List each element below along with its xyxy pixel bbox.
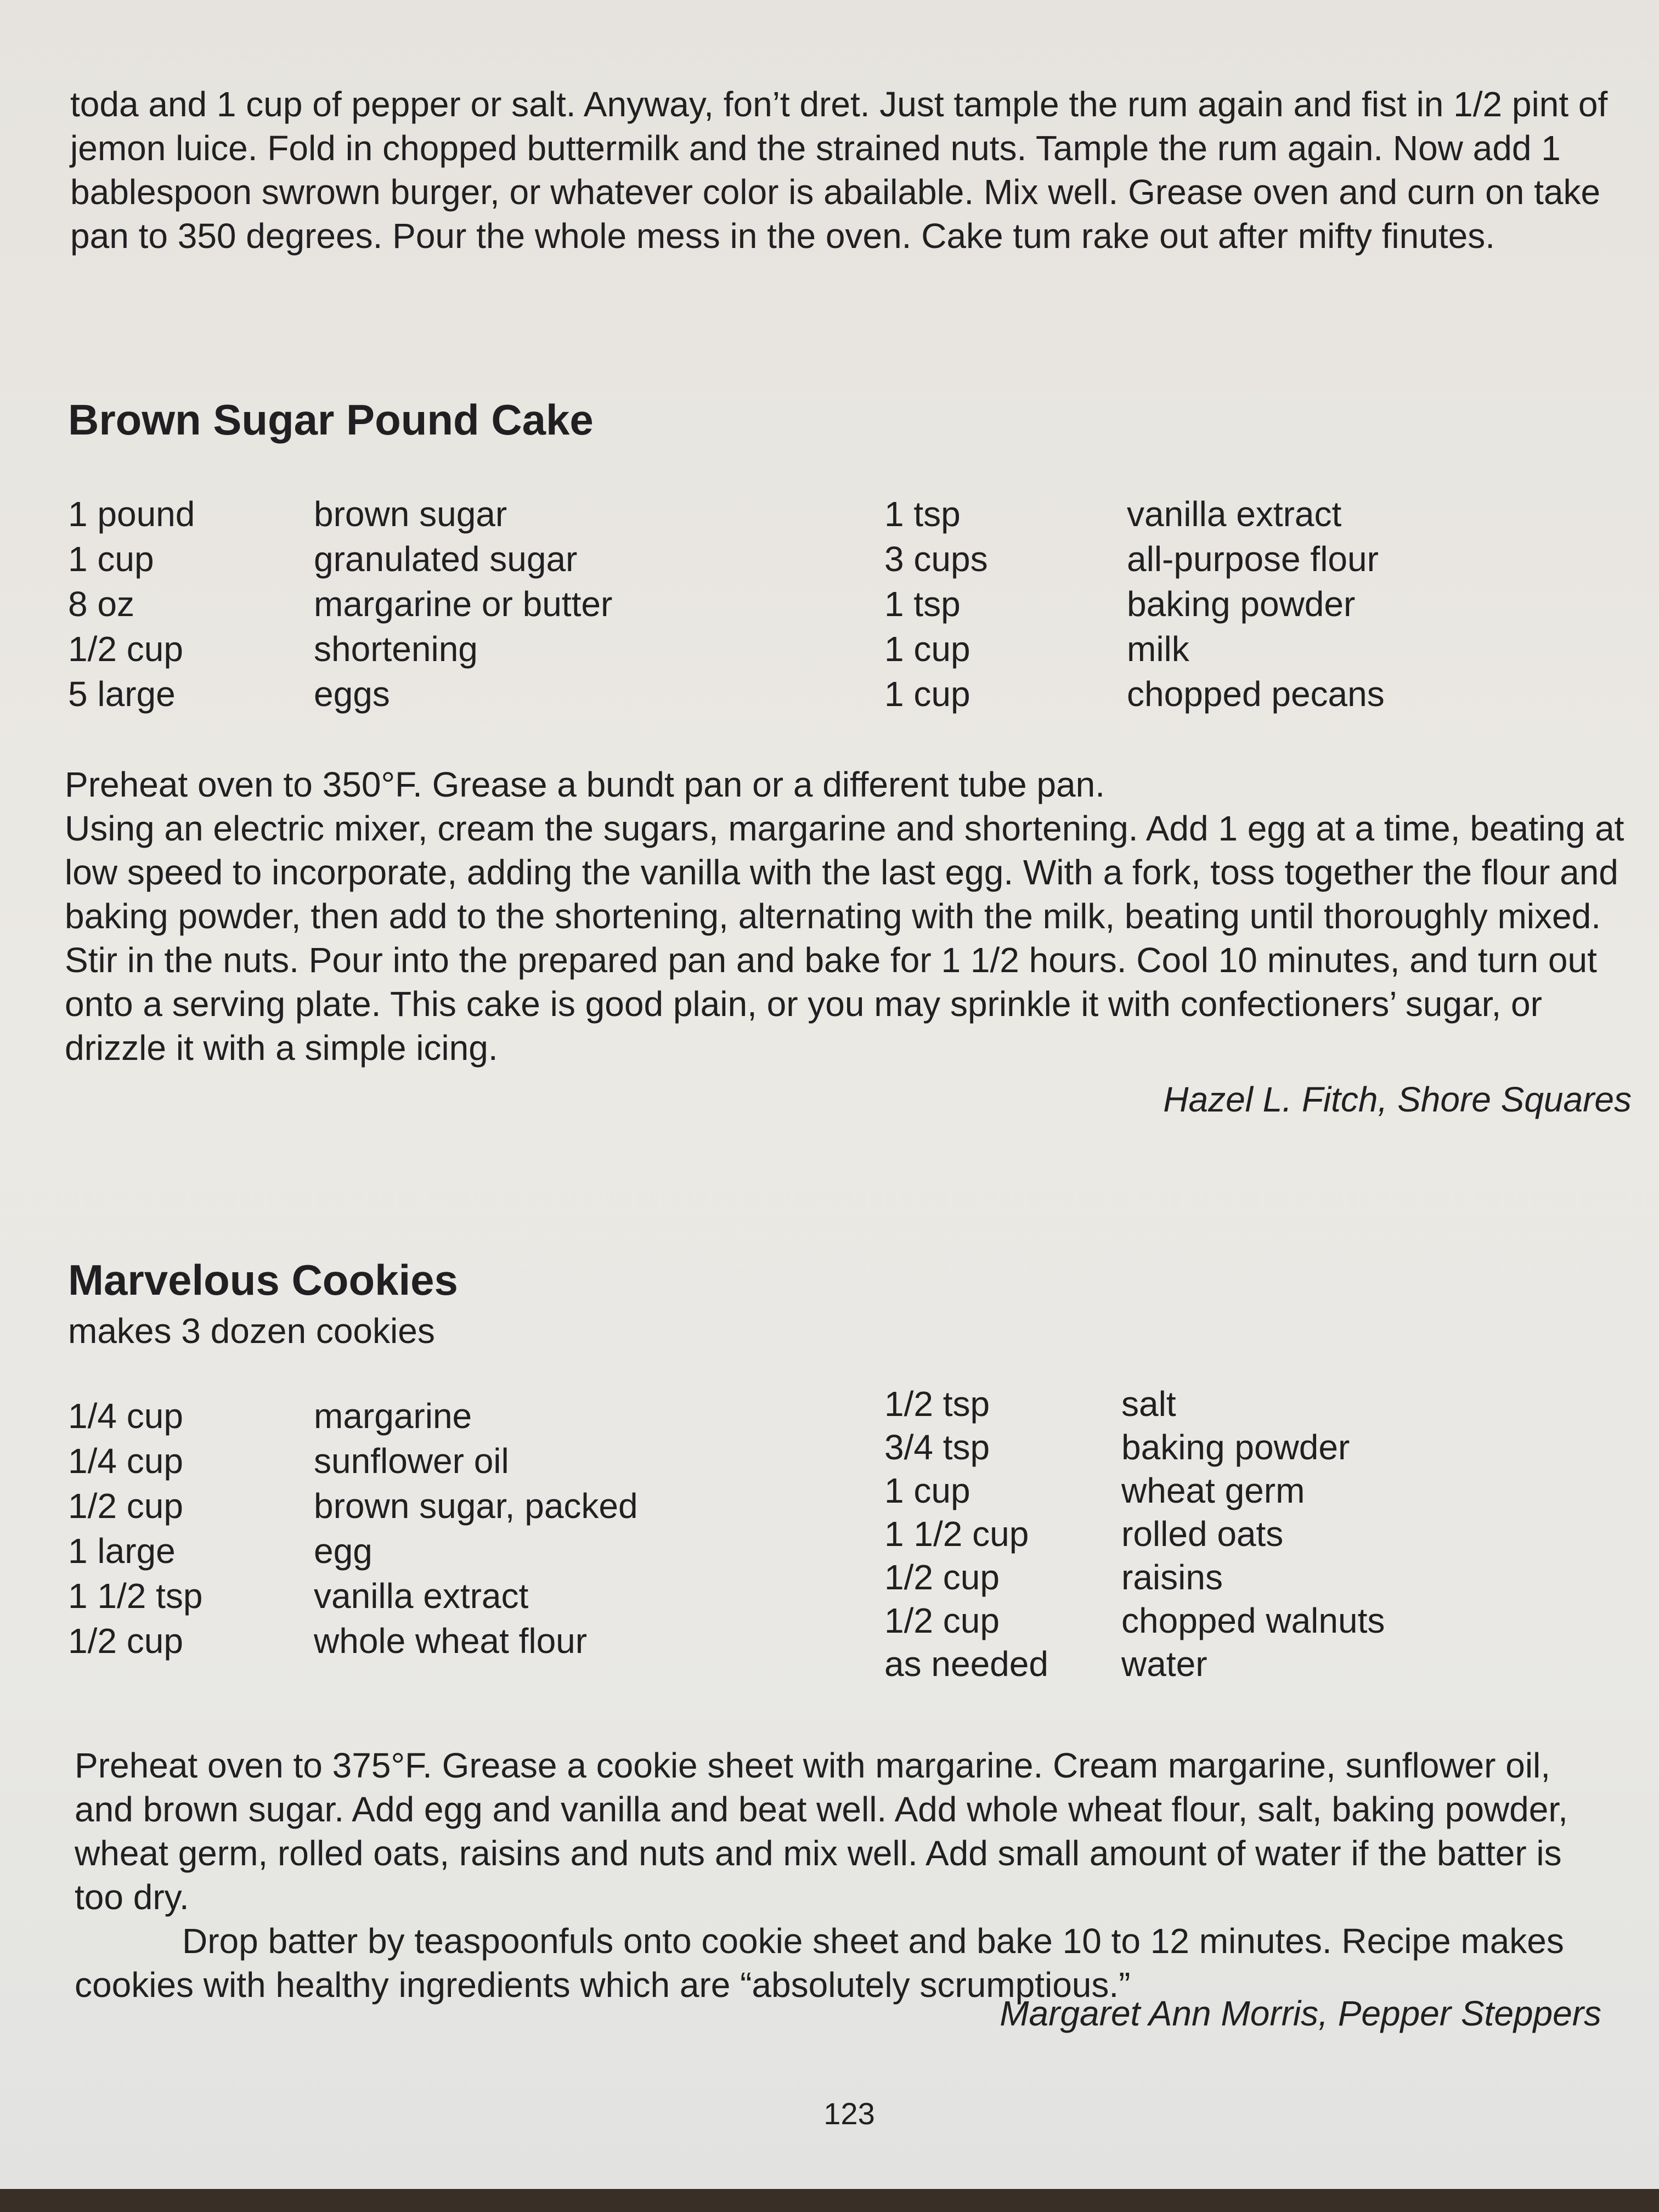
ingredient-item: margarine [314, 1396, 472, 1436]
ingredient-qty: 1 1/2 cup [884, 1514, 1029, 1554]
ingredient-qty: 1/2 cup [68, 629, 183, 669]
ingredient-qty: as needed [884, 1644, 1048, 1684]
ingredient-qty: 1/2 cup [884, 1558, 1000, 1597]
ingredient-item: water [1121, 1644, 1207, 1684]
pound-cake-signature: Hazel L. Fitch, Shore Squares [1163, 1080, 1632, 1119]
cookies-method [75, 1743, 1605, 2007]
ingredient-qty: 1 cup [68, 539, 154, 579]
method-paragraph: Drop batter by teaspoonfuls onto cookie sheet and bake 10 to 12 minutes. Recipe makes cookies with healthy ingredients which are “absolutely scrumptious.” [75, 1921, 1564, 2005]
ingredient-item: chopped pecans [1127, 674, 1385, 714]
ingredient-item: baking powder [1127, 584, 1356, 624]
ingredient-qty: 1 cup [884, 1471, 970, 1510]
ingredient-item: shortening [314, 629, 478, 669]
page-edge-shadow [0, 2189, 1659, 2212]
ingredient-item: all-purpose flour [1127, 539, 1379, 579]
ingredient-item: rolled oats [1121, 1514, 1284, 1554]
cookies-yield: makes 3 dozen cookies [68, 1311, 435, 1351]
ingredient-qty: 1/2 tsp [884, 1384, 990, 1424]
pound-cake-items-right [1127, 492, 1385, 716]
continued-recipe-text [70, 82, 1628, 258]
ingredient-qty: 5 large [68, 674, 176, 714]
ingredient-qty: 1 large [68, 1531, 176, 1571]
ingredient-qty: 1/4 cup [68, 1441, 183, 1481]
ingredient-qty: 1/2 cup [68, 1486, 183, 1526]
ingredient-qty: 1 cup [884, 674, 970, 714]
ingredient-qty: 1 pound [68, 494, 195, 534]
ingredient-qty: 1 tsp [884, 584, 961, 624]
method-paragraph: Preheat oven to 350°F. Grease a bundt pan or a different tube pan. [65, 765, 1105, 804]
pound-cake-quantities-right [884, 492, 988, 716]
pound-cake-items-left [314, 492, 612, 716]
ingredient-item: baking powder [1121, 1427, 1350, 1467]
cookies-items-left [314, 1393, 638, 1663]
page-number: 123 [823, 2096, 875, 2131]
ingredient-item: raisins [1121, 1558, 1223, 1597]
ingredient-item: vanilla extract [314, 1576, 529, 1616]
ingredient-item: salt [1121, 1384, 1176, 1424]
ingredient-qty: 1 tsp [884, 494, 961, 534]
ingredient-item: eggs [314, 674, 390, 714]
cookies-quantities-left [68, 1393, 203, 1663]
ingredient-qty: 1 cup [884, 629, 970, 669]
ingredient-item: margarine or butter [314, 584, 613, 624]
ingredient-qty: 3 cups [884, 539, 988, 579]
ingredient-item: whole wheat flour [314, 1621, 588, 1661]
ingredient-qty: 3/4 tsp [884, 1427, 990, 1467]
method-paragraph: Using an electric mixer, cream the sugars, margarine and shortening. Add 1 egg at a time, beating at low speed to incorporate, adding the vanilla with the last egg. With a fork, toss together the flour and baking powder, then add to the shortening, alternating with the milk, beating until thoroughly mixed. Stir in the nuts. Pour into the prepared pan and bake for 1 1/2 hours. Cool 10 minutes, and turn out onto a serving plate. This cake is good plain, or you may sprinkle it with confectioners’ sugar, or drizzle it with a simple icing. [65, 809, 1624, 1068]
pound-cake-quantities-left [68, 492, 195, 716]
intro-paragraph: toda and 1 cup of pepper or salt. Anyway, fon’t dret. Just tample the rum again and fist in 1/2 pint of jemon luice. Fold in chopped buttermilk and the strained nuts. Tample the rum again. Now add 1 bablespoon swrown burger, or whatever color is abailable. Mix well. Grease oven and curn on take pan to 350 degrees. Pour the whole mess in the oven. Cake tum rake out after mifty finutes. [70, 84, 1608, 256]
ingredient-item: brown sugar, packed [314, 1486, 638, 1526]
ingredient-qty: 1/4 cup [68, 1396, 183, 1436]
ingredient-item: sunflower oil [314, 1441, 509, 1481]
recipe-title-pound-cake: Brown Sugar Pound Cake [68, 396, 594, 444]
ingredient-item: chopped walnuts [1121, 1601, 1385, 1640]
ingredient-item: egg [314, 1531, 373, 1571]
ingredient-qty: 1/2 cup [68, 1621, 183, 1661]
ingredient-item: wheat germ [1121, 1471, 1305, 1510]
ingredient-item: granulated sugar [314, 539, 578, 579]
ingredient-qty: 8 oz [68, 584, 134, 624]
cookies-signature: Margaret Ann Morris, Pepper Steppers [1000, 1994, 1601, 2033]
cookies-items-right [1121, 1383, 1385, 1686]
pound-cake-method [65, 763, 1639, 1070]
ingredient-item: brown sugar [314, 494, 507, 534]
ingredient-item: milk [1127, 629, 1189, 669]
cookies-quantities-right [884, 1383, 1048, 1686]
method-paragraph: Preheat oven to 375°F. Grease a cookie sheet with margarine. Cream margarine, sunflower oil, and brown sugar. Add egg and vanilla and beat well. Add whole wheat flour, salt, baking powder, wheat germ, rolled oats, raisins and nuts and mix well. Add small amount of water if the batter is too dry. [75, 1746, 1568, 1917]
ingredient-item: vanilla extract [1127, 494, 1342, 534]
ingredient-qty: 1/2 cup [884, 1601, 1000, 1640]
ingredient-qty: 1 1/2 tsp [68, 1576, 203, 1616]
recipe-title-cookies: Marvelous Cookies [68, 1256, 458, 1304]
